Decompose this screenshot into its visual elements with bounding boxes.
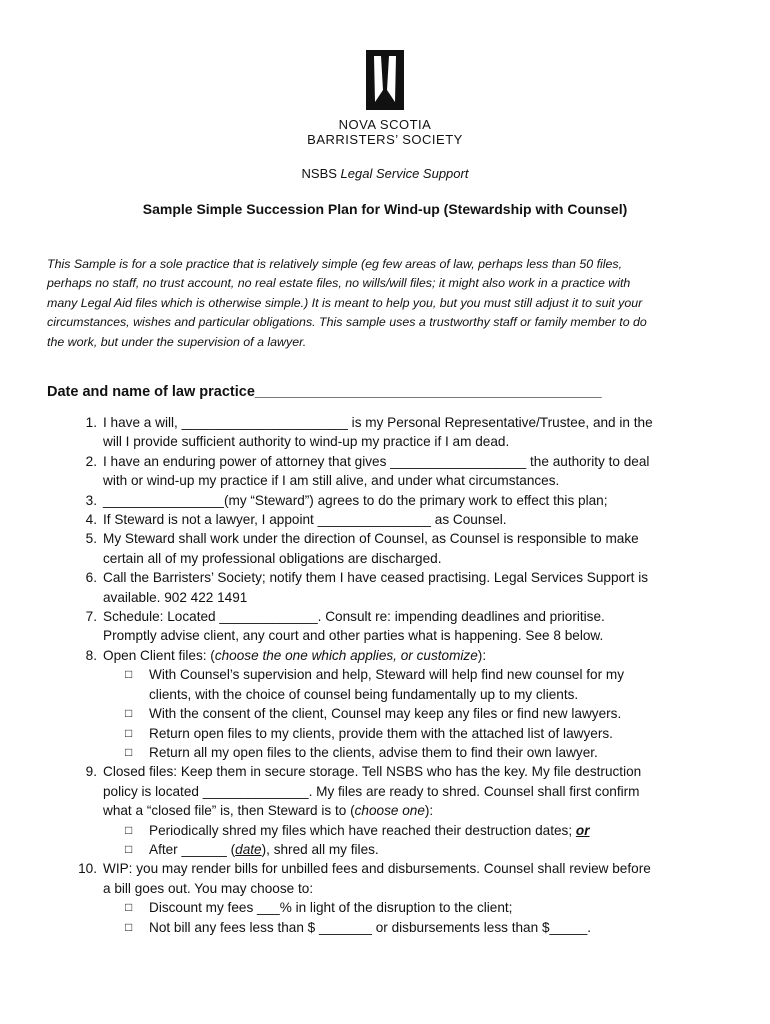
- item-text: ):: [477, 647, 487, 663]
- date-and-name-label: Date and name of law practice___________________________________________: [47, 384, 602, 400]
- option-text: ), shred all my files.: [261, 841, 379, 857]
- item-number: 1.: [85, 415, 97, 430]
- org-name-line2: BARRISTERS’ SOCIETY: [307, 132, 463, 147]
- list-item: [47, 859, 727, 898]
- subhead: [0, 166, 770, 181]
- intro-line: many Legal Aid files which is otherwise simple.) It is meant to help you, but you must still adjust it to suit your: [47, 295, 643, 310]
- option-line: With Counsel’s supervision and help, Steward will help find new counsel for my: [149, 667, 625, 683]
- option-item: [47, 665, 727, 704]
- intro-line: circumstances, wishes and particular obligations. This sample uses a trustworthy staff or family member to do: [47, 315, 647, 330]
- document-title: Sample Simple Succession Plan for Wind-up (Stewardship with Counsel): [142, 201, 628, 217]
- option-line: Discount my fees ___% in light of the disruption to the client;: [149, 900, 513, 916]
- item-number: 4.: [85, 512, 97, 528]
- list-item: [47, 529, 727, 568]
- list-item: [47, 452, 727, 491]
- item-line: [103, 801, 727, 820]
- list-item: [47, 762, 727, 820]
- org-logo: [0, 50, 770, 147]
- option-item: [47, 840, 727, 859]
- option-line: [149, 840, 727, 859]
- list-item: [47, 607, 727, 646]
- option-item: [47, 821, 727, 840]
- item-number: 7.: [85, 609, 97, 625]
- item-text-italic: choose the one which applies, or customize: [214, 647, 478, 663]
- list-item: [47, 413, 727, 452]
- item-line: a bill goes out. You may choose to:: [103, 880, 314, 896]
- item-number: 3.: [85, 492, 97, 508]
- option-line: Return open files to my clients, provide them with the attached list of lawyers.: [149, 725, 613, 741]
- item-number: 9.: [85, 764, 97, 780]
- item-text-italic: choose one: [354, 803, 425, 819]
- checkbox-icon: □: [125, 900, 133, 915]
- item-text: Open Client files: (: [103, 647, 215, 663]
- item-number: 6.: [85, 570, 97, 586]
- list-item: [47, 568, 727, 607]
- option-item: [47, 743, 727, 762]
- item-number: 8.: [85, 647, 97, 663]
- option-item: [47, 724, 727, 743]
- item-line: ________________(my “Steward”) agrees to do the primary work to effect this plan;: [103, 492, 608, 508]
- item-text: ):: [424, 803, 434, 819]
- nsbs-tabs-logo-icon: [366, 50, 404, 110]
- option-item: [47, 704, 727, 723]
- option-item: [47, 898, 727, 917]
- item-line: WIP: you may render bills for unbilled fees and disbursements. Counsel shall review before: [103, 861, 651, 877]
- item-line: will I provide sufficient authority to wind-up my practice if I am dead.: [103, 434, 510, 450]
- intro-line: This Sample is for a sole practice that is relatively simple (eg few areas of law, perhaps less than 50 files,: [47, 257, 623, 271]
- option-or-text: or: [575, 822, 590, 838]
- option-line: Return all my open files to the clients, advise them to find their own lawyer.: [149, 744, 598, 760]
- org-name-line1: NOVA SCOTIA: [338, 117, 432, 132]
- checkbox-icon: □: [125, 822, 133, 837]
- item-line: Closed files: Keep them in secure storage. Tell NSBS who has the key. My file destruction: [103, 764, 642, 780]
- subhead-prefix: NSBS: [301, 166, 341, 181]
- intro-line: the work, but under the supervision of a lawyer.: [47, 334, 307, 349]
- plan-list: [47, 413, 727, 937]
- item-line: policy is located ______________. My files are ready to shred. Counsel shall first confirm: [103, 783, 640, 799]
- item-number: 10.: [78, 861, 97, 877]
- item-line: with or wind-up my practice if I am still alive, and under what circumstances.: [103, 473, 560, 489]
- intro-line: perhaps no staff, no trust account, no real estate files, no wills/will files; it might also work in a practice with: [47, 276, 631, 291]
- item-number: 5.: [85, 531, 97, 547]
- item-line: My Steward shall work under the direction of Counsel, as Counsel is responsible to make: [103, 531, 639, 547]
- item-text: what a “closed file” is, then Steward is to (: [103, 803, 355, 819]
- checkbox-icon: □: [125, 725, 133, 740]
- option-item: [47, 918, 727, 937]
- item-number: 2.: [85, 453, 97, 469]
- item-line: I have an enduring power of attorney that gives __________________ the authority to deal: [103, 453, 650, 469]
- option-line: With the consent of the client, Counsel may keep any files or find new lawyers.: [149, 706, 622, 722]
- checkbox-icon: □: [125, 667, 133, 682]
- item-line: Call the Barristers’ Society; notify them I have ceased practising. Legal Services Support is: [103, 570, 649, 586]
- checkbox-icon: □: [125, 706, 133, 721]
- option-line: clients, with the choice of counsel being fundamentally up to my clients.: [149, 686, 579, 702]
- item-line: [103, 646, 727, 665]
- intro-paragraph: [47, 255, 727, 352]
- list-item: [47, 510, 727, 529]
- option-line: [149, 821, 727, 840]
- option-date-text: date: [235, 841, 262, 857]
- list-item: [47, 491, 727, 510]
- checkbox-icon: □: [125, 919, 133, 934]
- item-line: certain all of my professional obligations are discharged.: [103, 550, 442, 566]
- subhead-italic: Legal Service Support: [340, 166, 469, 181]
- checkbox-icon: □: [125, 841, 133, 856]
- item-line: available. 902 422 1491: [103, 589, 248, 605]
- list-item: [47, 646, 727, 665]
- option-text: After ______ (: [149, 841, 236, 857]
- item-line: If Steward is not a lawyer, I appoint _______________ as Counsel.: [103, 512, 507, 528]
- item-line: I have a will, ______________________ is my Personal Representative/Trustee, and in the: [103, 415, 653, 430]
- item-line: Promptly advise client, any court and other parties what is happening. See 8 below.: [103, 628, 604, 644]
- item-line: Schedule: Located _____________. Consult re: impending deadlines and prioritise.: [103, 609, 605, 625]
- option-text: Periodically shred my files which have reached their destruction dates;: [149, 822, 576, 838]
- option-line: Not bill any fees less than $ _______ or disbursements less than $_____.: [149, 919, 592, 935]
- checkbox-icon: □: [125, 744, 133, 759]
